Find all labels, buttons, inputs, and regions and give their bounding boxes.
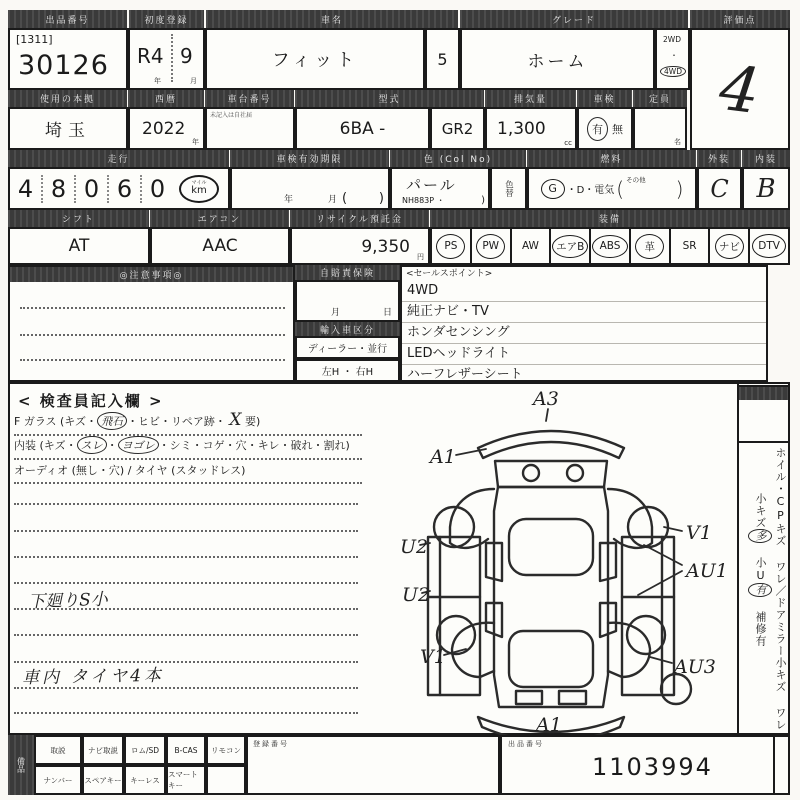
dot: ・ xyxy=(670,51,678,60)
cell-rom-sd: ロム/SD xyxy=(124,735,166,765)
import-dealer-cell: ディーラー・並行 xyxy=(295,336,400,359)
sidebar-vertical-notes xyxy=(742,447,788,731)
sales-point: ハーフレザーシート xyxy=(407,367,523,382)
header-interior: 内装 xyxy=(742,150,790,167)
cell-remote: リモコン xyxy=(206,735,246,765)
drive-4wd-circled: 4WD xyxy=(660,66,686,77)
dotted-line xyxy=(20,334,285,336)
color-code: NH883P ・ xyxy=(402,196,445,205)
mileage-digit: 6 xyxy=(109,175,142,203)
sales-point: LEDヘッドライト xyxy=(402,344,766,365)
cell-manual: 取説 xyxy=(34,735,82,765)
sales-point: ホンダセンシング xyxy=(402,323,766,344)
notes-box xyxy=(8,265,295,382)
mileage-digit: 8 xyxy=(43,175,76,203)
dotted-line xyxy=(20,359,285,361)
mile-label: マイル xyxy=(191,180,207,186)
cell-smart-key: スマートキー xyxy=(166,765,206,795)
sales-point: 純正ナビ・TV xyxy=(402,302,766,323)
equip-sr: SR xyxy=(669,229,709,263)
auction-number-value: 1103994 xyxy=(592,753,713,781)
shaken-no: 無 xyxy=(612,122,623,136)
header-equipment: 装備 xyxy=(430,210,790,227)
registration-number-box xyxy=(246,735,500,795)
reg-month: 9 xyxy=(180,44,193,68)
dotted-line xyxy=(20,307,285,309)
score-cell xyxy=(690,28,790,150)
headlight-right xyxy=(567,465,583,481)
doors-cell: 5 xyxy=(425,28,460,90)
exterior-grade-handwritten: C xyxy=(710,174,729,203)
paren: ) xyxy=(675,176,684,201)
fuel-cell xyxy=(527,167,697,210)
mileage-digit: 0 xyxy=(149,174,166,203)
dotted-line xyxy=(14,634,358,636)
shaken-expiry-cell xyxy=(230,167,390,210)
header-region: 使用の本拠 xyxy=(8,90,127,107)
paren: ) xyxy=(378,191,384,206)
dotted-line xyxy=(14,503,358,505)
unit-year: 年 xyxy=(192,138,199,146)
car-damage-diagram xyxy=(398,385,738,735)
recycle-fee-value: 9,350 xyxy=(361,237,410,257)
sidebar-memo-header xyxy=(739,387,788,400)
inspector-line-interior: 内装 (キズ・ スレ ・ ヨゴレ ・シミ・コゲ・穴・キレ・破れ・割れ) xyxy=(14,436,362,460)
header-model-code: 型式 xyxy=(295,90,484,107)
front-glass xyxy=(509,519,593,575)
region-cell: 埼玉 xyxy=(8,107,128,150)
sales-point: 4WD xyxy=(402,281,766,302)
equip-ps: PS xyxy=(432,229,470,263)
interior-grade-handwritten: B xyxy=(756,173,776,204)
sales-points-box xyxy=(400,265,768,382)
model-prefix-cell: 6BA - xyxy=(295,107,430,150)
mileage-digit: 4 xyxy=(10,175,43,203)
header-year: 西暦 xyxy=(128,90,204,107)
equip-pw: PW xyxy=(470,229,510,263)
interior-grade-cell xyxy=(742,167,790,210)
header-car-name: 車名 xyxy=(206,10,458,28)
shaken-cell xyxy=(577,107,633,150)
unit-yen: 円 xyxy=(417,253,424,261)
paren: ( xyxy=(342,191,348,206)
displacement-cell xyxy=(485,107,577,150)
unit-cc: cc xyxy=(564,139,572,147)
damage-label-a1-rear: A1 xyxy=(536,714,562,735)
inspector-title: < 検査員記入欄 > xyxy=(18,392,164,410)
header-score: 評価点 xyxy=(690,10,790,28)
km-unit-badge xyxy=(179,175,219,203)
sidebar-note-condition: 小キズ多 小U有 補修有 xyxy=(748,447,772,731)
inspector-line-glass: F ガラス (キズ・ 飛石 ・ヒビ・リペア跡・ X 要) xyxy=(14,410,362,436)
unit-month: 月 xyxy=(190,77,197,85)
header-insurance: 自賠責保険 xyxy=(295,265,400,280)
score-value-handwritten: 4 xyxy=(715,50,765,128)
damage-label-au3: AU3 xyxy=(674,656,716,678)
divider xyxy=(171,34,173,82)
unit-day: 日 xyxy=(382,308,392,318)
shift-cell: AT xyxy=(8,227,150,265)
damage-label-v1-left: V1 xyxy=(420,646,446,668)
rear-glass xyxy=(509,631,593,687)
header-fuel: 燃料 xyxy=(527,150,696,167)
header-lot: 出品番号 xyxy=(8,10,127,28)
circled-stain: ヨゴレ xyxy=(118,436,159,454)
damage-label-u2-upper: U2 xyxy=(400,536,429,558)
header-shaken-expiry: 車検有効期限 xyxy=(230,150,389,167)
chassis-note: 未記入は自社届 xyxy=(210,112,253,119)
cell-spare-key: スペアキー xyxy=(82,765,124,795)
header-aircon: エアコン xyxy=(150,210,289,227)
rear-lamp-right xyxy=(559,691,586,704)
damage-label-v1-right: V1 xyxy=(686,522,712,544)
header-recycle-fee: リサイクル預託金 xyxy=(290,210,429,227)
fuel-gasoline-circled: G xyxy=(541,179,565,199)
car-name-cell: フィット xyxy=(205,28,425,90)
capacity-cell xyxy=(633,107,687,150)
header-capacity: 定員 xyxy=(633,90,687,107)
header-first-reg: 初度登録 xyxy=(129,10,204,28)
paren: ) xyxy=(481,195,485,206)
drive-type-cell xyxy=(655,28,690,90)
damage-label-au1: AU1 xyxy=(686,560,728,582)
paren: ( xyxy=(616,176,625,201)
header-chassis: 車台番号 xyxy=(205,90,294,107)
year-value: 2022 xyxy=(142,119,186,139)
grade-cell: ホーム xyxy=(460,28,655,90)
color-name: パール xyxy=(406,176,457,194)
damage-label-a3: A3 xyxy=(533,388,559,410)
km-label: km xyxy=(191,185,207,196)
sidebar-memo-box xyxy=(737,385,790,443)
circled-many: 多 xyxy=(748,529,772,543)
insurance-cell xyxy=(295,280,400,322)
sales-points-title: <セールスポイント> xyxy=(406,269,493,279)
damage-label-u2-lower: U2 xyxy=(402,584,431,606)
dotted-line xyxy=(14,712,358,714)
header-grade: グレード xyxy=(460,10,688,28)
reg-era: R4 xyxy=(137,44,164,68)
handwritten-note-underbody: 下廻りS小 xyxy=(27,589,109,613)
first-registration-cell xyxy=(128,28,205,90)
recycle-fee-cell xyxy=(290,227,430,265)
year-cell xyxy=(128,107,205,150)
circled-present: 有 xyxy=(748,583,772,597)
drive-2wd: 2WD xyxy=(663,35,681,44)
equip-aw: AW xyxy=(510,229,550,263)
circled-stone-chip: 飛石 xyxy=(97,412,127,430)
unit-year: 年 xyxy=(284,195,294,205)
rear-lamp-left xyxy=(516,691,542,704)
cc-value: 1,300 xyxy=(497,119,546,139)
damage-label-a1-front: A1 xyxy=(430,446,456,468)
headlight-left xyxy=(523,465,539,481)
header-mileage: 走行 xyxy=(8,150,229,167)
header-notes: ◎注意事項◎ xyxy=(10,267,293,282)
cell-number-plate: ナンバー xyxy=(34,765,82,795)
cowl-panel xyxy=(495,461,607,487)
equip-airbag: エアB xyxy=(549,229,589,263)
auction-number-label: 出品番号 xyxy=(508,740,544,748)
import-handle-cell: 左H ・ 右H xyxy=(295,359,400,382)
header-shift: シフト xyxy=(8,210,149,227)
header-color: 色 (Col No) xyxy=(390,150,526,167)
color-cell xyxy=(390,167,490,210)
lot-bracket: [1311] xyxy=(16,33,53,46)
equipment-row xyxy=(430,227,790,265)
color-change-cell: 色替 xyxy=(490,167,527,210)
header-displacement: 排気量 xyxy=(485,90,576,107)
sidebar-note-wheel: ホイル・CPキズ ワレ／ドアミラー小キズ ワレ xyxy=(774,447,787,731)
inspection-mark-circle xyxy=(661,674,691,704)
front-bumper xyxy=(478,431,624,458)
fuel-other: その他 xyxy=(626,176,646,184)
header-shaken: 車検 xyxy=(577,90,632,107)
cell-keyless: キーレス xyxy=(124,765,166,795)
header-import: 輸入車区分 xyxy=(295,322,400,336)
equip-navi: ナビ xyxy=(708,229,748,263)
handwritten-x: X xyxy=(229,410,242,430)
auction-number-box xyxy=(500,735,775,795)
exterior-grade-cell xyxy=(697,167,742,210)
cell-navi-manual: ナビ取説 xyxy=(82,735,124,765)
dotted-line xyxy=(14,582,358,584)
aircon-cell: AAC xyxy=(150,227,290,265)
equip-abs: ABS xyxy=(589,229,629,263)
mileage-digit: 0 xyxy=(76,175,109,203)
registration-number-label: 登録番号 xyxy=(253,740,289,748)
model-code-cell: GR2 xyxy=(430,107,485,150)
equip-dtv: DTV xyxy=(748,229,788,263)
cell-empty xyxy=(206,765,246,795)
wheel-rear-right xyxy=(627,616,665,654)
inspector-line-audio: オーディオ (無し・穴) / タイヤ (スタッドレス) xyxy=(14,462,362,484)
header-exterior: 外装 xyxy=(697,150,741,167)
accessories-vertical-header: 備品 xyxy=(8,735,34,795)
equip-leather: 革 xyxy=(629,229,669,263)
unit-name: 名 xyxy=(674,138,681,146)
unit-month: 月 xyxy=(331,308,341,318)
cell-bcas: B-CAS xyxy=(166,735,206,765)
dotted-line xyxy=(14,556,358,558)
handwritten-note-tires: 車内 タイヤ4本 xyxy=(21,665,165,689)
shaken-yes-circled: 有 xyxy=(587,117,608,141)
dotted-line xyxy=(14,530,358,532)
unit-month: 月 xyxy=(328,195,338,205)
unit-year: 年 xyxy=(154,77,161,85)
circled-scuff: スレ xyxy=(77,436,107,454)
fuel-options: ・D・電気 xyxy=(566,185,615,196)
lot-number-cell xyxy=(8,28,128,90)
mileage-cell xyxy=(8,167,230,210)
lot-number: 30126 xyxy=(18,50,109,81)
chassis-cell xyxy=(205,107,295,150)
